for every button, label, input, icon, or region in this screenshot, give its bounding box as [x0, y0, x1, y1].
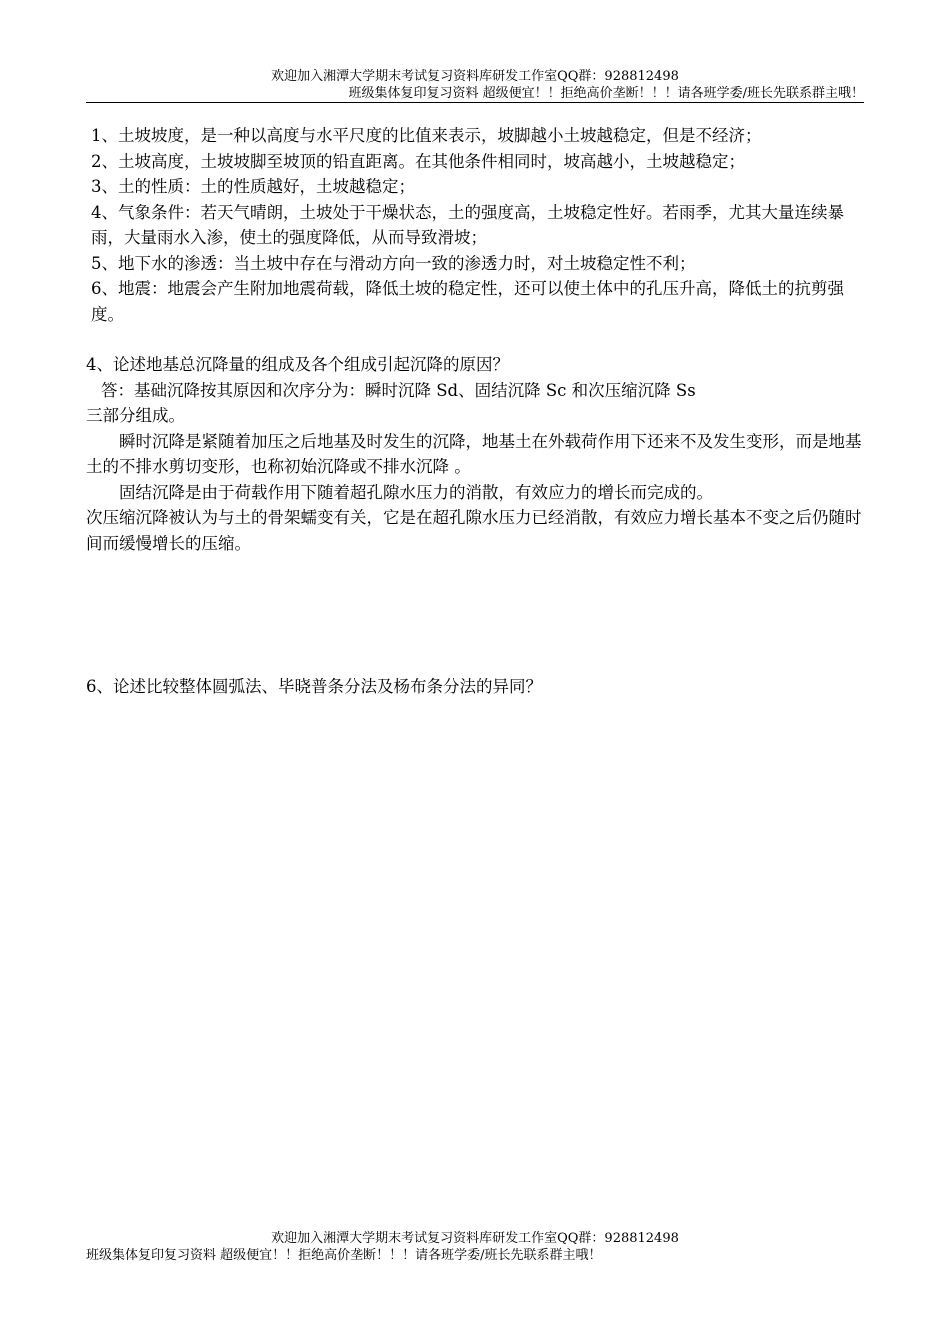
question-4-para-3: 次压缩沉降被认为与土的骨架蠕变有关，它是在超孔隙水压力已经消散，有效应力增长基本不变之后仍随时间而缓慢增长的压缩。 — [86, 508, 862, 553]
slope-factor-5: 5、地下水的渗透：当土坡中存在与滑动方向一致的渗透力时，对土坡稳定性不利； — [91, 253, 696, 273]
header-divider — [86, 102, 864, 103]
header-line-2: 班级集体复印复习资料 超级便宜！！拒绝高价垄断！！！请各班学委/班长先联系群主哦！ — [348, 86, 864, 101]
page-footer — [86, 1230, 864, 1264]
question-6-title: 6、论述比较整体圆弧法、毕晓普条分法及杨布条分法的异同？ — [86, 677, 542, 696]
slope-factor-4: 4、气象条件：若天气晴朗，土坡处于干燥状态，土的强度高，土坡稳定性好。若雨季，尤其大量连续暴雨，大量雨水入渗，使土的强度降低，从而导致滑坡； — [91, 202, 844, 247]
slope-factor-3: 3、土的性质：土的性质越好，土坡越稳定； — [91, 177, 415, 196]
slope-factor-6: 6、地震：地震会产生附加地震荷载，降低土坡的稳定性，还可以使土体中的孔压升高，降低土的抗剪强度。 — [91, 279, 844, 324]
document-body — [86, 123, 866, 556]
footer-line-2: 班级集体复印复习资料 超级便宜！！拒绝高价垄断！！！请各班学委/班长先联系群主哦！ — [86, 1248, 602, 1263]
page-header — [86, 68, 864, 102]
footer-line-1: 欢迎加入湘潭大学期末考试复习资料库研发工作室QQ群：928812498 — [271, 1231, 679, 1246]
question-4-answer-intro: 答：基础沉降按其原因和次序分为：瞬时沉降 Sd、固结沉降 Sc 和次压缩沉降 Ss — [101, 380, 696, 400]
question-4-title: 4、论述地基总沉降量的组成及各个组成引起沉降的原因？ — [86, 355, 509, 374]
question-4-answer-cont: 三部分组成。 — [86, 406, 185, 425]
slope-factor-1: 1、土坡坡度，是一种以高度与水平尺度的比值来表示，坡脚越小土坡越稳定，但是不经济； — [91, 126, 762, 145]
slope-factor-2: 2、土坡高度，土坡坡脚至坡顶的铅直距离。在其他条件相同时，坡高越小，土坡越稳定； — [91, 151, 745, 171]
question-4-para-2: 固结沉降是由于荷载作用下随着超孔隙水压力的消散，有效应力的增长而完成的。 — [119, 482, 713, 502]
question-4-para-1: 瞬时沉降是紧随着加压之后地基及时发生的沉降，地基土在外载荷作用下还来不及发生变形，而是地基土的不排水剪切变形，也称初始沉降或不排水沉降 。 — [86, 431, 862, 476]
header-line-1: 欢迎加入湘潭大学期末考试复习资料库研发工作室QQ群：928812498 — [271, 69, 679, 84]
